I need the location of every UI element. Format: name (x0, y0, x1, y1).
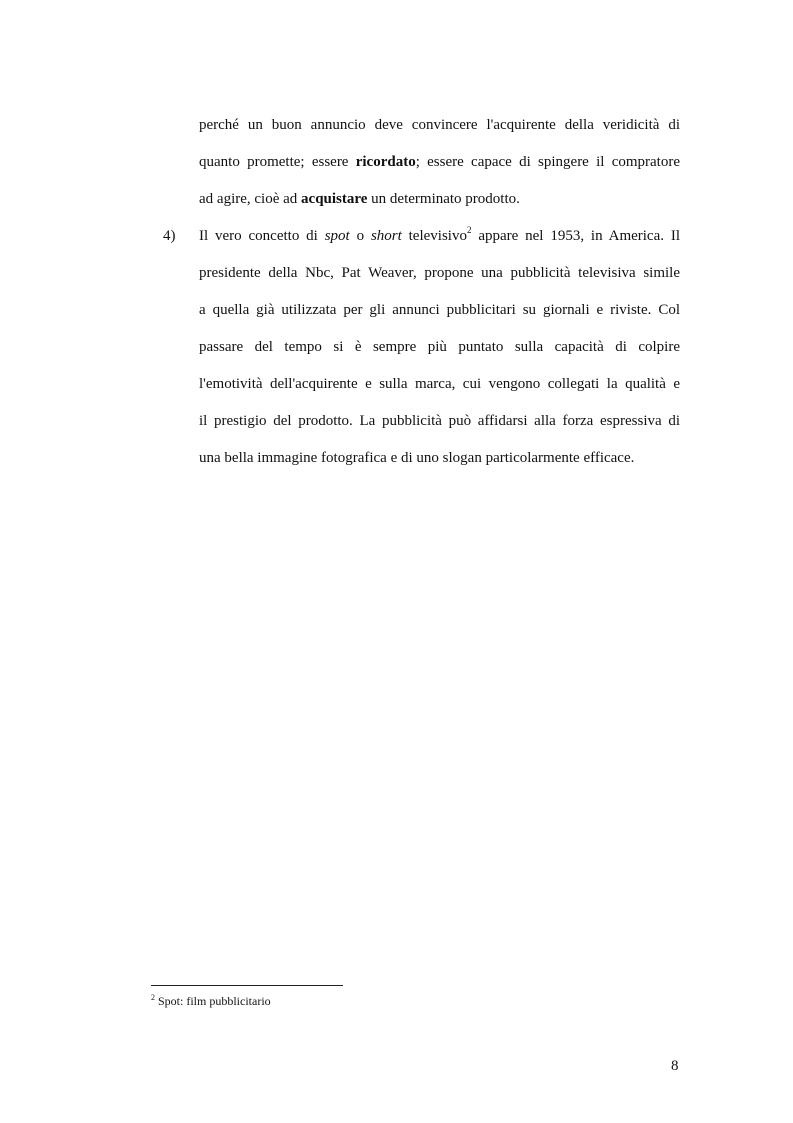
footnote-separator (151, 985, 343, 986)
italic-term-spot: spot (324, 228, 350, 244)
text-run: quanto promette; essere (199, 154, 356, 170)
text-line: l'emotività dell'acquirente e sulla marca, cui vengono collegati la qualità e (199, 376, 680, 392)
text-line: il prestigio del prodotto. La pubblicità può affidarsi alla forza espressiva di (199, 413, 680, 429)
list-item-number: 4) (163, 228, 176, 244)
italic-term-short: short (370, 228, 402, 244)
text-run: o (349, 228, 371, 244)
text-line (199, 218, 680, 255)
text-run: ad agire, cioè ad (199, 191, 302, 207)
bold-term-acquistare: acquistare (301, 191, 368, 207)
text-run: ; essere capace di spingere il compratore (415, 154, 680, 170)
text-run: appare nel 1953, in America. Il (471, 228, 680, 244)
page-number: 8 (671, 1058, 679, 1074)
text-run: Il vero concetto di (199, 228, 325, 244)
text-line (199, 181, 680, 218)
text-line (199, 144, 680, 181)
text-run: un determinato prodotto. (367, 191, 520, 207)
continuation-paragraph (199, 107, 680, 218)
bold-term-ricordato: ricordato (355, 154, 416, 170)
list-item-4-paragraph (199, 218, 680, 477)
footnote-marker: 2 (151, 993, 155, 1002)
text-run: televisivo (401, 228, 467, 244)
text-line: una bella immagine fotografica e di uno slogan particolarmente efficace. (199, 450, 635, 466)
text-line: passare del tempo si è sempre più puntato sulla capacità di colpire (199, 339, 680, 355)
text-line: a quella già utilizzata per gli annunci pubblicitari su giornali e riviste. Col (199, 302, 680, 318)
text-line: presidente della Nbc, Pat Weaver, propone una pubblicità televisiva simile (199, 265, 680, 281)
text-line: perché un buon annuncio deve convincere l'acquirente della veridicità di (199, 117, 680, 133)
footnote-text: Spot: film pubblicitario (155, 994, 271, 1008)
footnote-reference[interactable]: 2 (466, 225, 472, 235)
footnote (151, 993, 271, 1009)
